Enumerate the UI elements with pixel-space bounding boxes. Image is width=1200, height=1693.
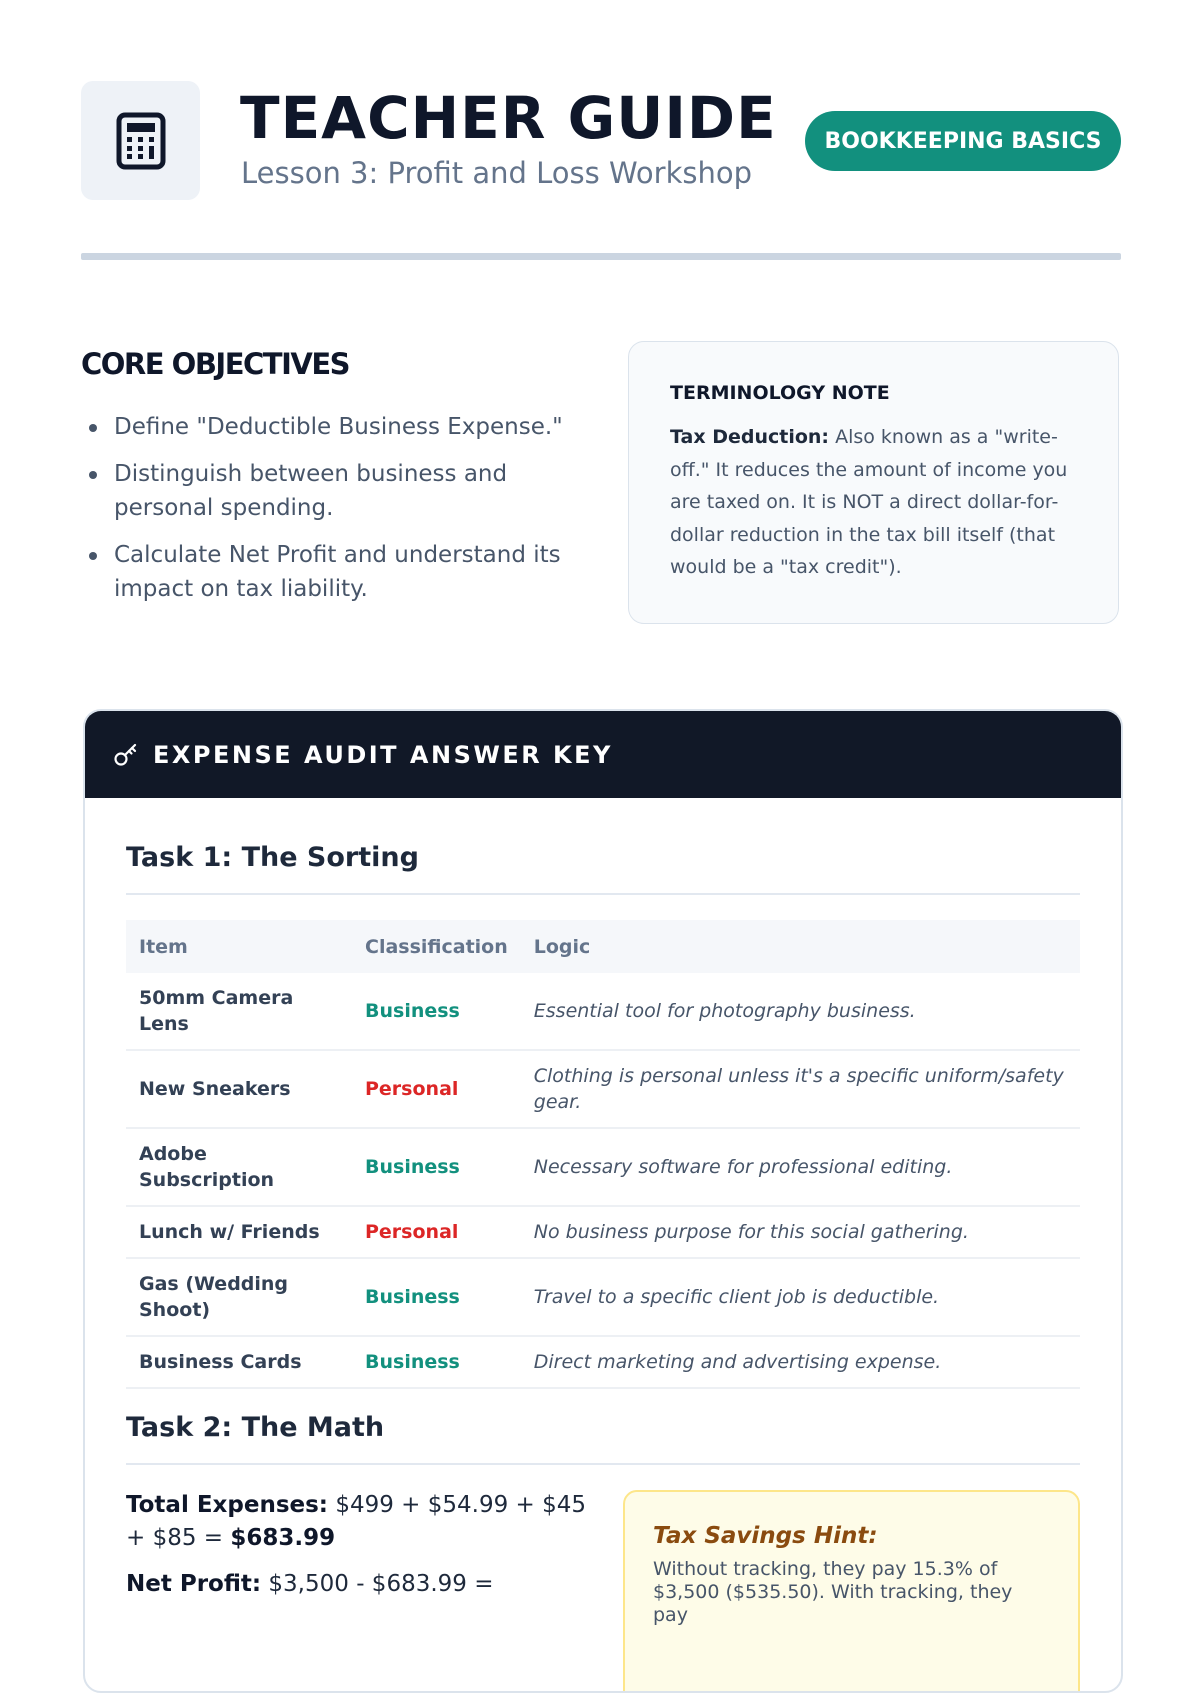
net-profit-expression: $3,500 - $683.99 = (268, 1571, 494, 1597)
row-classification: Business (352, 973, 521, 1050)
page-subtitle: Lesson 3: Profit and Loss Workshop (241, 156, 753, 190)
key-icon (113, 742, 139, 768)
total-expenses-line (126, 1489, 596, 1555)
sorting-table (126, 920, 1080, 1389)
calculator-icon (116, 112, 166, 170)
row-classification: Business (352, 1336, 521, 1388)
row-logic: Travel to a specific client job is deductible. (521, 1258, 1080, 1336)
table-header-row (126, 920, 1080, 973)
row-logic: No business purpose for this social gathering. (521, 1206, 1080, 1258)
terminology-title: TERMINOLOGY NOTE (670, 382, 890, 404)
table-row (126, 1336, 1080, 1388)
terminology-body (670, 421, 1078, 584)
table-row (126, 1128, 1080, 1206)
table-row (126, 1258, 1080, 1336)
header-divider (81, 253, 1121, 260)
answer-key-header (85, 711, 1121, 798)
net-profit-line (126, 1568, 596, 1601)
math-section (126, 1489, 596, 1614)
hint-body: Without tracking, they pay 15.3% of $3,500 ($535.50). With tracking, they pay (653, 1558, 1013, 1626)
task1-divider (126, 893, 1080, 895)
answer-key-card (83, 709, 1123, 1693)
task1-title: Task 1: The Sorting (126, 842, 419, 873)
column-header-logic: Logic (521, 920, 1080, 973)
row-item: Adobe Subscription (126, 1128, 352, 1206)
row-classification: Personal (352, 1206, 521, 1258)
column-header-item: Item (126, 920, 352, 973)
hint-title: Tax Savings Hint: (653, 1523, 878, 1549)
row-item: Business Cards (126, 1336, 352, 1388)
tax-savings-hint (623, 1490, 1080, 1693)
objective-item: Distinguish between business and personal spending. (81, 457, 581, 525)
table-row (126, 973, 1080, 1050)
total-expenses-value: $683.99 (230, 1525, 336, 1551)
row-item: New Sneakers (126, 1050, 352, 1128)
calculator-icon-box (81, 81, 200, 200)
total-expenses-label: Total Expenses: (126, 1492, 329, 1518)
objective-item: Calculate Net Profit and understand its impact on tax liability. (81, 538, 581, 606)
row-logic: Essential tool for photography business. (521, 973, 1080, 1050)
task2-title: Task 2: The Math (126, 1412, 385, 1443)
row-item: Lunch w/ Friends (126, 1206, 352, 1258)
course-badge: BOOKKEEPING BASICS (805, 111, 1121, 171)
terminology-note (628, 341, 1119, 624)
objectives-heading: CORE OBJECTIVES (81, 347, 350, 381)
row-item: 50mm Camera Lens (126, 973, 352, 1050)
row-logic: Direct marketing and advertising expense. (521, 1336, 1080, 1388)
row-classification: Business (352, 1258, 521, 1336)
objective-item: Define "Deductible Business Expense." (81, 410, 581, 444)
table-row (126, 1050, 1080, 1128)
column-header-classification: Classification (352, 920, 521, 973)
terminology-term: Tax Deduction: (670, 426, 830, 448)
terminology-definition: Also known as a "write-off." It reduces the amount of income you are taxed on. It is NOT a direct dollar-for-dollar reduction in the tax bill itself (that would be a "tax credit"). (670, 426, 1068, 578)
row-logic: Necessary software for professional editing. (521, 1128, 1080, 1206)
row-classification: Personal (352, 1050, 521, 1128)
row-logic: Clothing is personal unless it's a specific uniform/safety gear. (521, 1050, 1080, 1128)
page-title: TEACHER GUIDE (240, 84, 777, 152)
table-row (126, 1206, 1080, 1258)
row-item: Gas (Wedding Shoot) (126, 1258, 352, 1336)
task2-divider (126, 1463, 1080, 1465)
row-classification: Business (352, 1128, 521, 1206)
net-profit-label: Net Profit: (126, 1571, 262, 1597)
total-expenses-expression: $499 + $54.99 + $45 + $85 = (126, 1492, 587, 1551)
objectives-list (81, 410, 581, 619)
answer-key-title: EXPENSE AUDIT ANSWER KEY (153, 740, 613, 769)
